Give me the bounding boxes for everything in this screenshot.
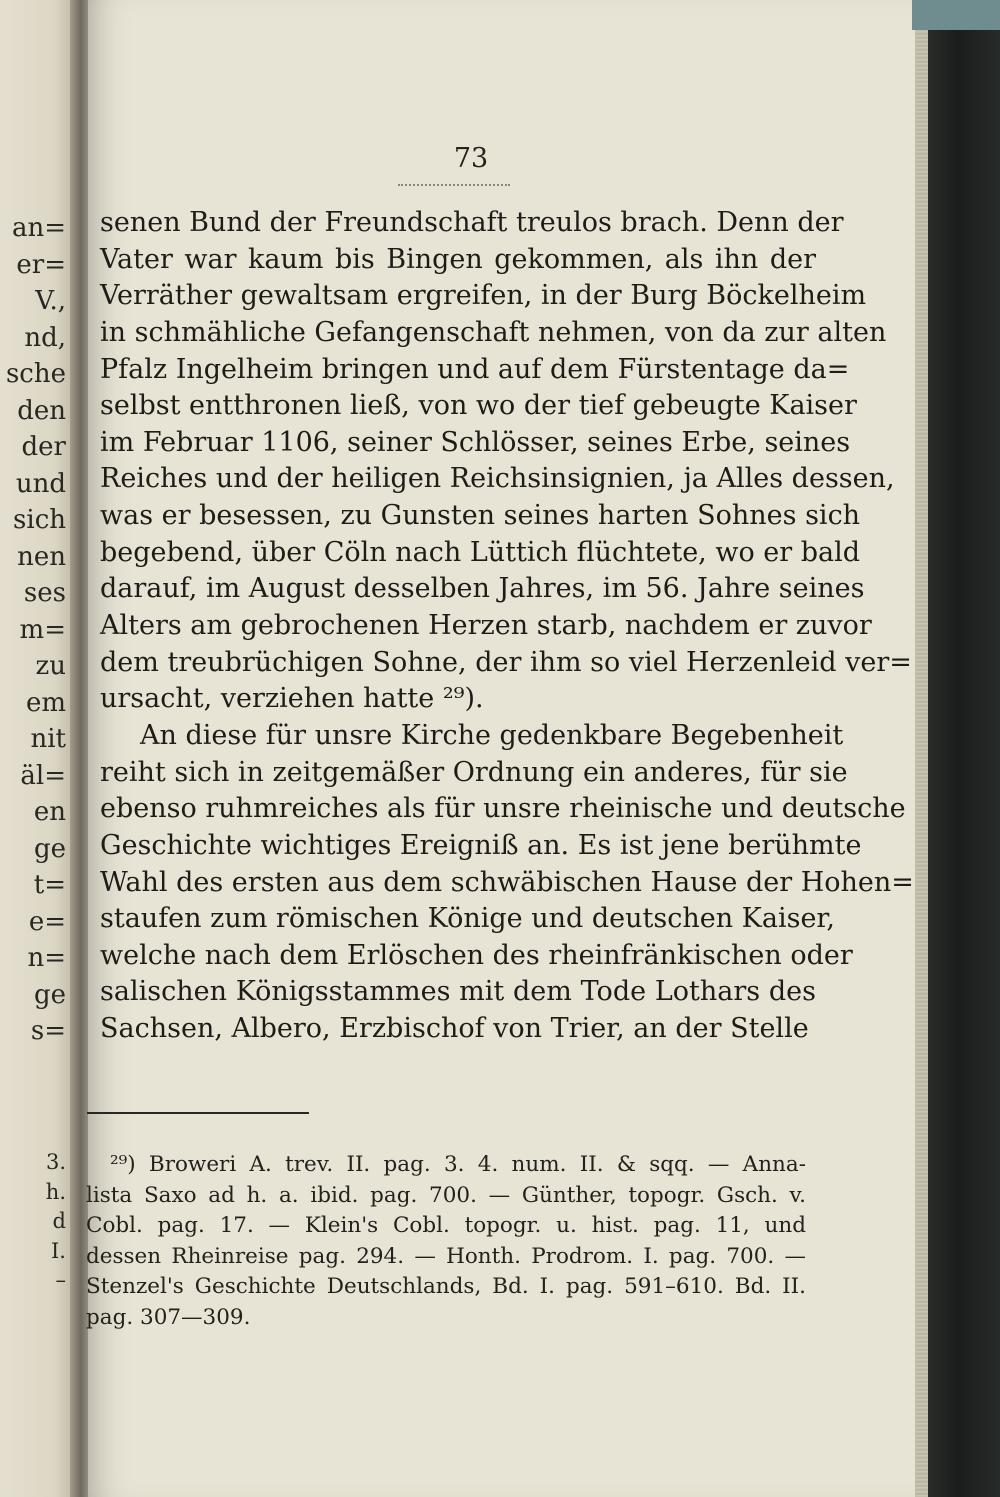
left-page-fragment: sich xyxy=(13,505,66,535)
left-page-fragment: ses xyxy=(23,578,66,608)
left-page-fragment: s= xyxy=(30,1016,66,1046)
page-edges xyxy=(915,0,929,1497)
cover-band xyxy=(912,0,1000,30)
footnote-line: pag. 307—309. xyxy=(86,1304,251,1330)
left-page-footnote-fragment: d xyxy=(52,1209,66,1233)
text-line: dem treubrüchigen Sohne, der ihm so viel Herzenleid ver= xyxy=(100,646,912,678)
page-number-ornament xyxy=(398,176,510,186)
footnote-line: dessen Rheinreise pag. 294. — Honth. Prodrom. I. pag. 700. — xyxy=(86,1243,806,1269)
left-page-fragment: en xyxy=(33,797,66,827)
left-page-fragment: n= xyxy=(27,943,66,973)
left-page-fragment: m= xyxy=(19,614,66,645)
left-page-fragment: zu xyxy=(35,651,66,681)
left-page-fragment: und xyxy=(15,468,66,499)
left-page-footnote-fragment: I. xyxy=(51,1238,66,1263)
left-page-footnote-fragment: 3. xyxy=(45,1150,66,1174)
text-line: Wahl des ersten aus dem schwäbischen Hause der Hohen= xyxy=(100,866,914,898)
book-cover xyxy=(928,0,1000,1497)
text-line: Verräther gewaltsam ergreifen, in der Burg Böckelheim xyxy=(100,280,867,312)
left-page-fragment: t= xyxy=(33,870,66,900)
page-number: 73 xyxy=(453,143,489,174)
text-line: Alters am gebrochenen Herzen starb, nachdem er zuvor xyxy=(100,610,872,642)
left-page-fragment: der xyxy=(21,432,66,462)
text-line: staufen zum römischen Könige und deutschen Kaiser, xyxy=(100,903,835,935)
text-line: ursacht, verziehen hatte ²⁹). xyxy=(100,683,484,715)
left-page-footnote-fragment: h. xyxy=(45,1179,66,1204)
footnote-text xyxy=(86,1150,806,1334)
left-page-footnote-fragment: – xyxy=(55,1268,66,1292)
left-page-fragment: sche xyxy=(5,359,66,389)
footnote-line: lista Saxo ad h. a. ibid. pag. 700. — Günther, topogr. Gsch. v. xyxy=(86,1182,806,1208)
text-line: in schmähliche Gefangenschaft nehmen, von da zur alten xyxy=(100,316,887,348)
left-page-fragment: nd, xyxy=(24,322,66,353)
left-page-fragment: äl= xyxy=(20,760,66,791)
text-line: im Februar 1106, seiner Schlösser, seines Erbe, seines xyxy=(100,426,851,458)
text-line: Vater war kaum bis Bingen gekommen, als ihn der xyxy=(100,243,816,275)
left-page-fragment: nit xyxy=(30,724,66,754)
text-line: senen Bund der Freundschaft treulos brach. Denn der xyxy=(100,207,844,238)
text-line: reiht sich in zeitgemäßer Ordnung ein anderes, für sie xyxy=(100,756,848,788)
left-page-fragment: ge xyxy=(33,833,66,864)
text-line: begebend, über Cöln nach Lüttich flüchtete, wo er bald xyxy=(100,536,861,568)
footnote-line: Stenzel's Geschichte Deutschlands, Bd. I. pag. 591–610. Bd. II. xyxy=(86,1274,806,1300)
left-page-fragment: ge xyxy=(33,979,66,1010)
left-page-fragment: e= xyxy=(28,906,66,937)
left-page-fragment: em xyxy=(25,687,66,718)
left-page-fragment: an= xyxy=(11,213,66,243)
text-line: welche nach dem Erlöschen des rheinfränkischen oder xyxy=(100,939,853,971)
text-line: Pfalz Ingelheim bringen und auf dem Fürstentage da= xyxy=(100,353,850,385)
text-line: ebenso ruhmreiches als für unsre rheinische und deutsche xyxy=(100,793,906,825)
text-line: was er besessen, zu Gunsten seines harten Sohnes sich xyxy=(100,500,861,532)
left-page-footnote-fragments xyxy=(0,1148,66,1296)
text-line: salischen Königsstammes mit dem Tode Lothars des xyxy=(100,976,816,1008)
left-page-fragment: nen xyxy=(17,541,66,572)
text-line: selbst entthronen ließ, von wo der tief gebeugte Kaiser xyxy=(100,390,857,422)
text-line: Reiches und der heiligen Reichsinsignien, ja Alles dessen, xyxy=(100,463,895,495)
footnote-line: Cobl. pag. 17. — Klein's Cobl. topogr. u. hist. pag. 11, und xyxy=(86,1213,806,1239)
text-line: An diese für unsre Kirche gedenkbare Begebenheit xyxy=(140,719,844,751)
footnote-rule xyxy=(87,1112,309,1114)
left-page-fragment: er= xyxy=(16,249,66,280)
left-page-fragment: den xyxy=(17,395,66,426)
footnote-line: ²⁹) Broweri A. trev. II. pag. 3. 4. num. II. & sqq. — Anna- xyxy=(110,1152,806,1177)
text-line: Geschichte wichtiges Ereigniß an. Es ist jene berühmte xyxy=(100,829,862,861)
text-line: Sachsen, Albero, Erzbischof von Trier, an der Stelle xyxy=(100,1013,809,1045)
body-text xyxy=(100,205,914,1048)
left-page-text-fragments xyxy=(0,210,66,1050)
left-page-fragment: V., xyxy=(35,286,66,316)
text-line: darauf, im August desselben Jahres, im 56. Jahre seines xyxy=(100,573,865,605)
